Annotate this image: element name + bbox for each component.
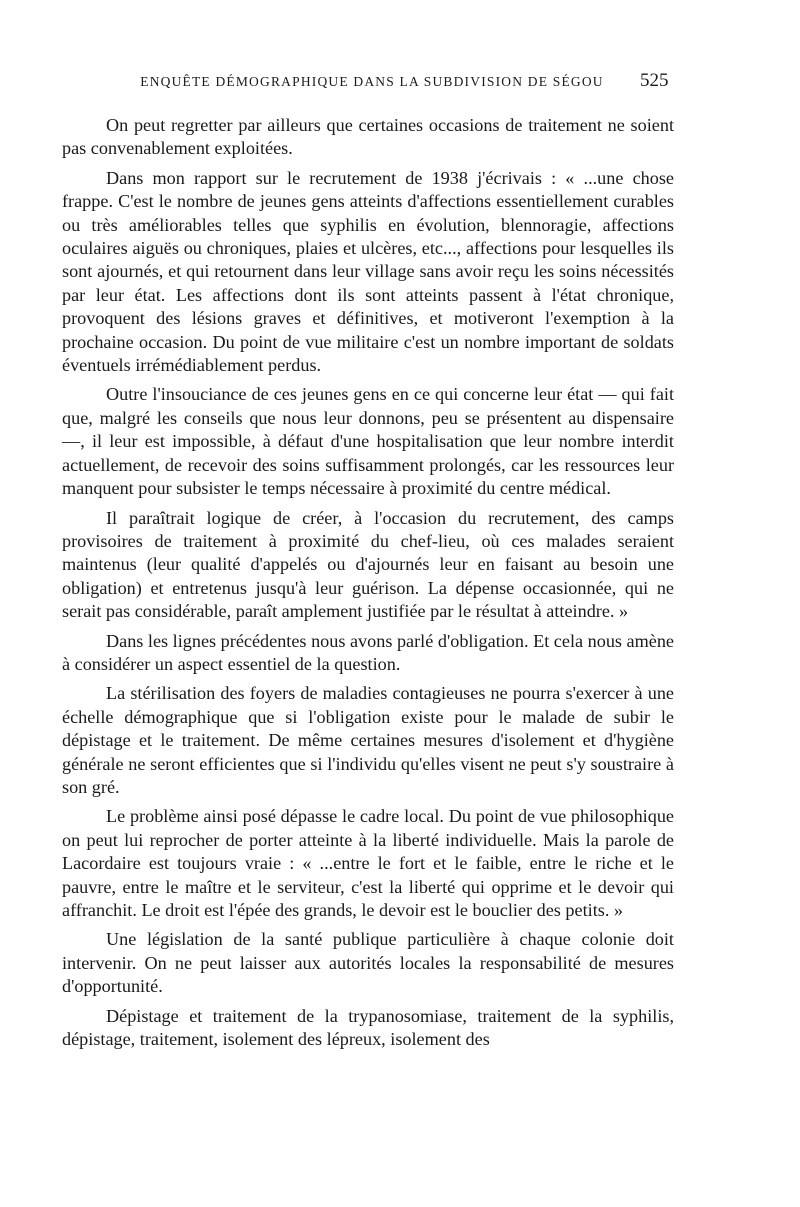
paragraph: Dans les lignes précédentes nous avons parlé d'obligation. Et cela nous amène à considérer un aspect essentiel de la question. [62, 630, 674, 674]
paragraph: Dépistage et traitement de la trypanosomiase, traitement de la syphilis, dépistage, traitement, isolement des lépreux, isolement des [62, 1005, 674, 1050]
page-number: 525 [640, 70, 669, 91]
paragraph: La stérilisation des foyers de maladies contagieuses ne pourra s'exercer à une échelle démographique que si l'obligation existe pour le malade de subir le dépistage et le traitement. De même certaines mesures d'isolement et d'hygiène générale ne seront efficientes que si l'individu qu'elles visent ne peut s'y soustraire à son gré. [62, 683, 674, 797]
body-text [62, 114, 674, 1057]
paragraph: Dans mon rapport sur le recrutement de 1938 j'écrivais : « ...une chose frappe. C'est le nombre de jeunes gens atteints d'affections essentiellement curables ou très améliorables telles que syphilis en évolution, blennoragie, affections oculaires aiguës ou chroniques, plaies et ulcères, etc..., affections pour lesquelles ils sont ajournés, et qui retournent dans leur village sans avoir reçu les soins nécessités par leur état. Les affections dont ils sont atteints passent à l'état chronique, provoquent des lésions graves et définitives, et motiveront l'exemption à la prochaine occasion. Du point de vue militaire c'est un nombre important de soldats éventuels irrémédiablement perdus. [62, 167, 674, 376]
paragraph: Une législation de la santé publique particulière à chaque colonie doit intervenir. On ne peut laisser aux autorités locales la responsabilité de mesures d'opportunité. [62, 929, 674, 997]
running-title: ENQUÊTE DÉMOGRAPHIQUE DANS LA SUBDIVISION DE SÉGOU [140, 74, 604, 89]
paragraph: Il paraîtrait logique de créer, à l'occasion du recrutement, des camps provisoires de traitement à proximité du chef-lieu, où ces malades seraient maintenus (leur qualité d'appelés ou d'ajournés leur en faisant au besoin une obligation) et entretenus jusqu'à leur guérison. La dépense occasionnée, qui ne serait pas considérable, paraît amplement justifiée par le résultat à atteindre. » [62, 507, 674, 622]
paragraph: On peut regretter par ailleurs que certaines occasions de traitement ne soient pas convenablement exploitées. [62, 115, 674, 159]
paragraph: Le problème ainsi posé dépasse le cadre local. Du point de vue philosophique on peut lui reprocher de porter atteinte à la liberté individuelle. Mais la parole de Lacordaire est toujours vraie : « ...entre le fort et le faible, entre le riche et le pauvre, entre le maître et le serviteur, c'est la liberté qui opprime et le devoir qui affranchit. Le droit est l'épée des grands, le devoir est le bouclier des petits. » [62, 806, 674, 920]
paragraph: Outre l'insouciance de ces jeunes gens en ce qui concerne leur état — qui fait que, malgré les conseils que nous leur donnons, peu se présentent au dispensaire —, il leur est impossible, à défaut d'une hospitalisation que leur nombre interdit actuellement, de recevoir des soins suffisamment prolongés, car les ressources leur manquent pour subsister le temps nécessaire à proximité du centre médical. [62, 384, 674, 499]
